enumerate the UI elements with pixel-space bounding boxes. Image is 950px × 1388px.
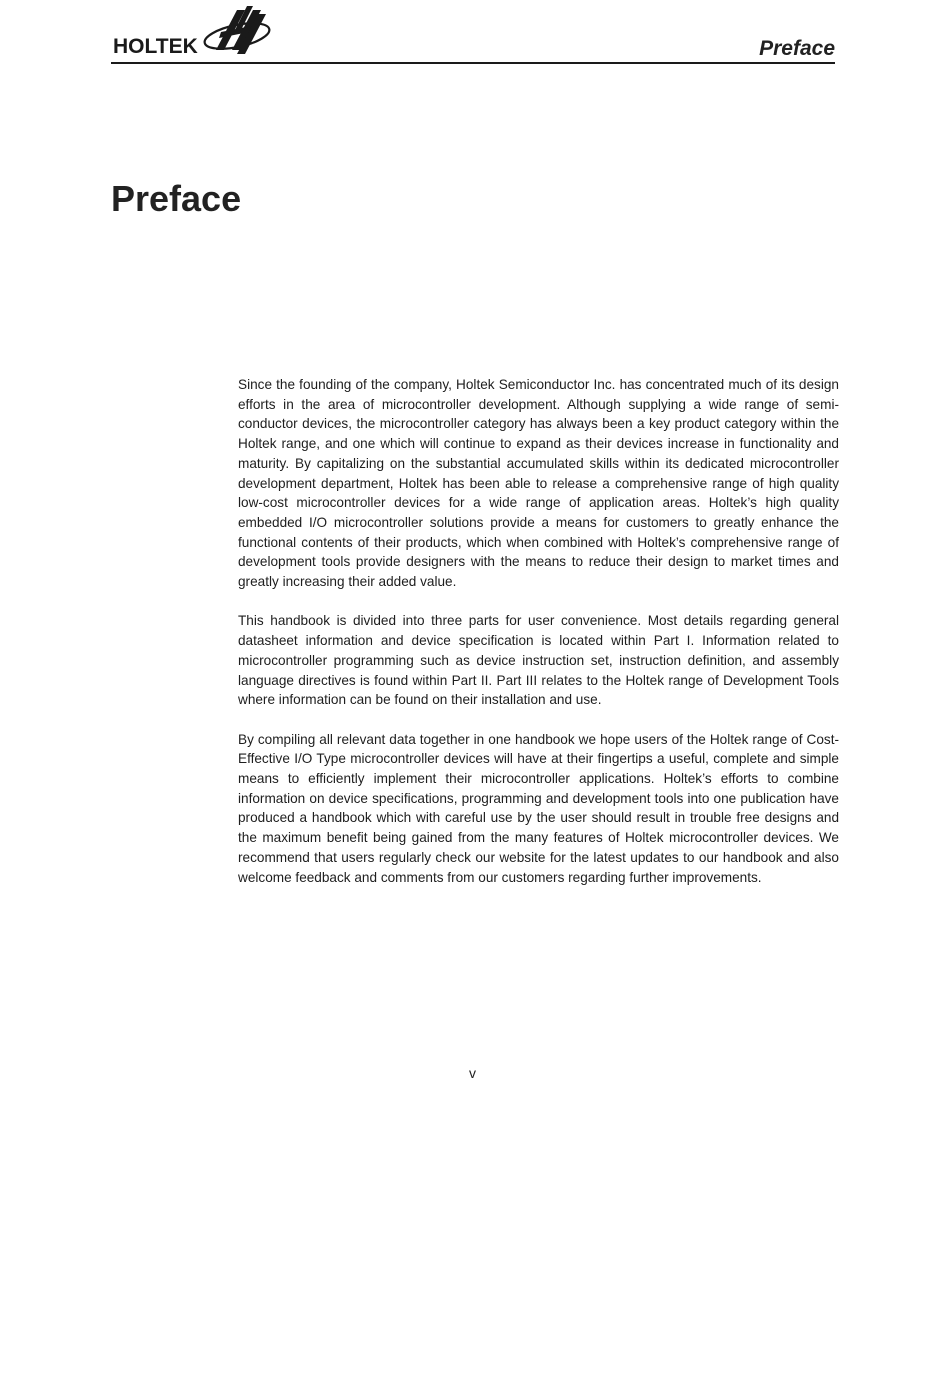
holtek-emblem-icon [202, 6, 271, 54]
paragraph-1: Since the founding of the company, Holtek Semiconductor Inc. has concentrated much of its design efforts in the area of microcontroller development. Although supplying a wide range of semiconductor devices, the microcontroller category has always been a key product category within the Holtek range, and one which will continue to expand as their devices increase in functionality and maturity. By capitalizing on the substantial accumulated skills within its dedicated microcontroller development department, Holtek has been able to release a comprehensive range of high quality low-cost microcontroller devices for a wide range of application areas. Holtek’s high quality embedded I/O microcontroller solutions provide a means for customers to greatly enhance the functional contents of their products, which when combined with Holtek’s comprehensive range of development tools provide designers with the means to reduce their design to market times and greatly increasing their added value. [238, 377, 839, 590]
paragraph-3: By compiling all relevant data together in one handbook we hope users of the Holtek range of Cost-Effective I/O Type microcontroller devices will have at their fingertips a useful, complete and simple means to efficiently implement their microcontroller applications. Holtek’s efforts to combine information on device specifications, programming and development tools into one publication have produced a handbook which with careful use by the user should result in trouble free designs and the maximum benefit being gained from the many features of Holtek microcontroller devices. We recommend that users regularly check our website for the latest updates to our handbook and also welcome feedback and comments from our customers regarding further improvements. [238, 731, 839, 885]
page-header [111, 0, 835, 64]
page-title: Preface [111, 178, 242, 219]
holtek-logo-text: HOLTEK [113, 35, 198, 58]
paragraph-2: This handbook is divided into three parts for user convenience. Most details regarding general datasheet information and device specification is located within Part I. Information related to microcontroller programming such as device instruction set, instruction definition, and assembly language directives is found within Part II. Part III relates to the Holtek range of Development Tools where information can be found on their installation and use. [238, 613, 839, 708]
running-title: Preface [759, 37, 835, 60]
page-number: v [469, 1065, 476, 1081]
preface-body [238, 375, 839, 907]
header-rule [111, 62, 835, 64]
holtek-logo [111, 2, 276, 60]
